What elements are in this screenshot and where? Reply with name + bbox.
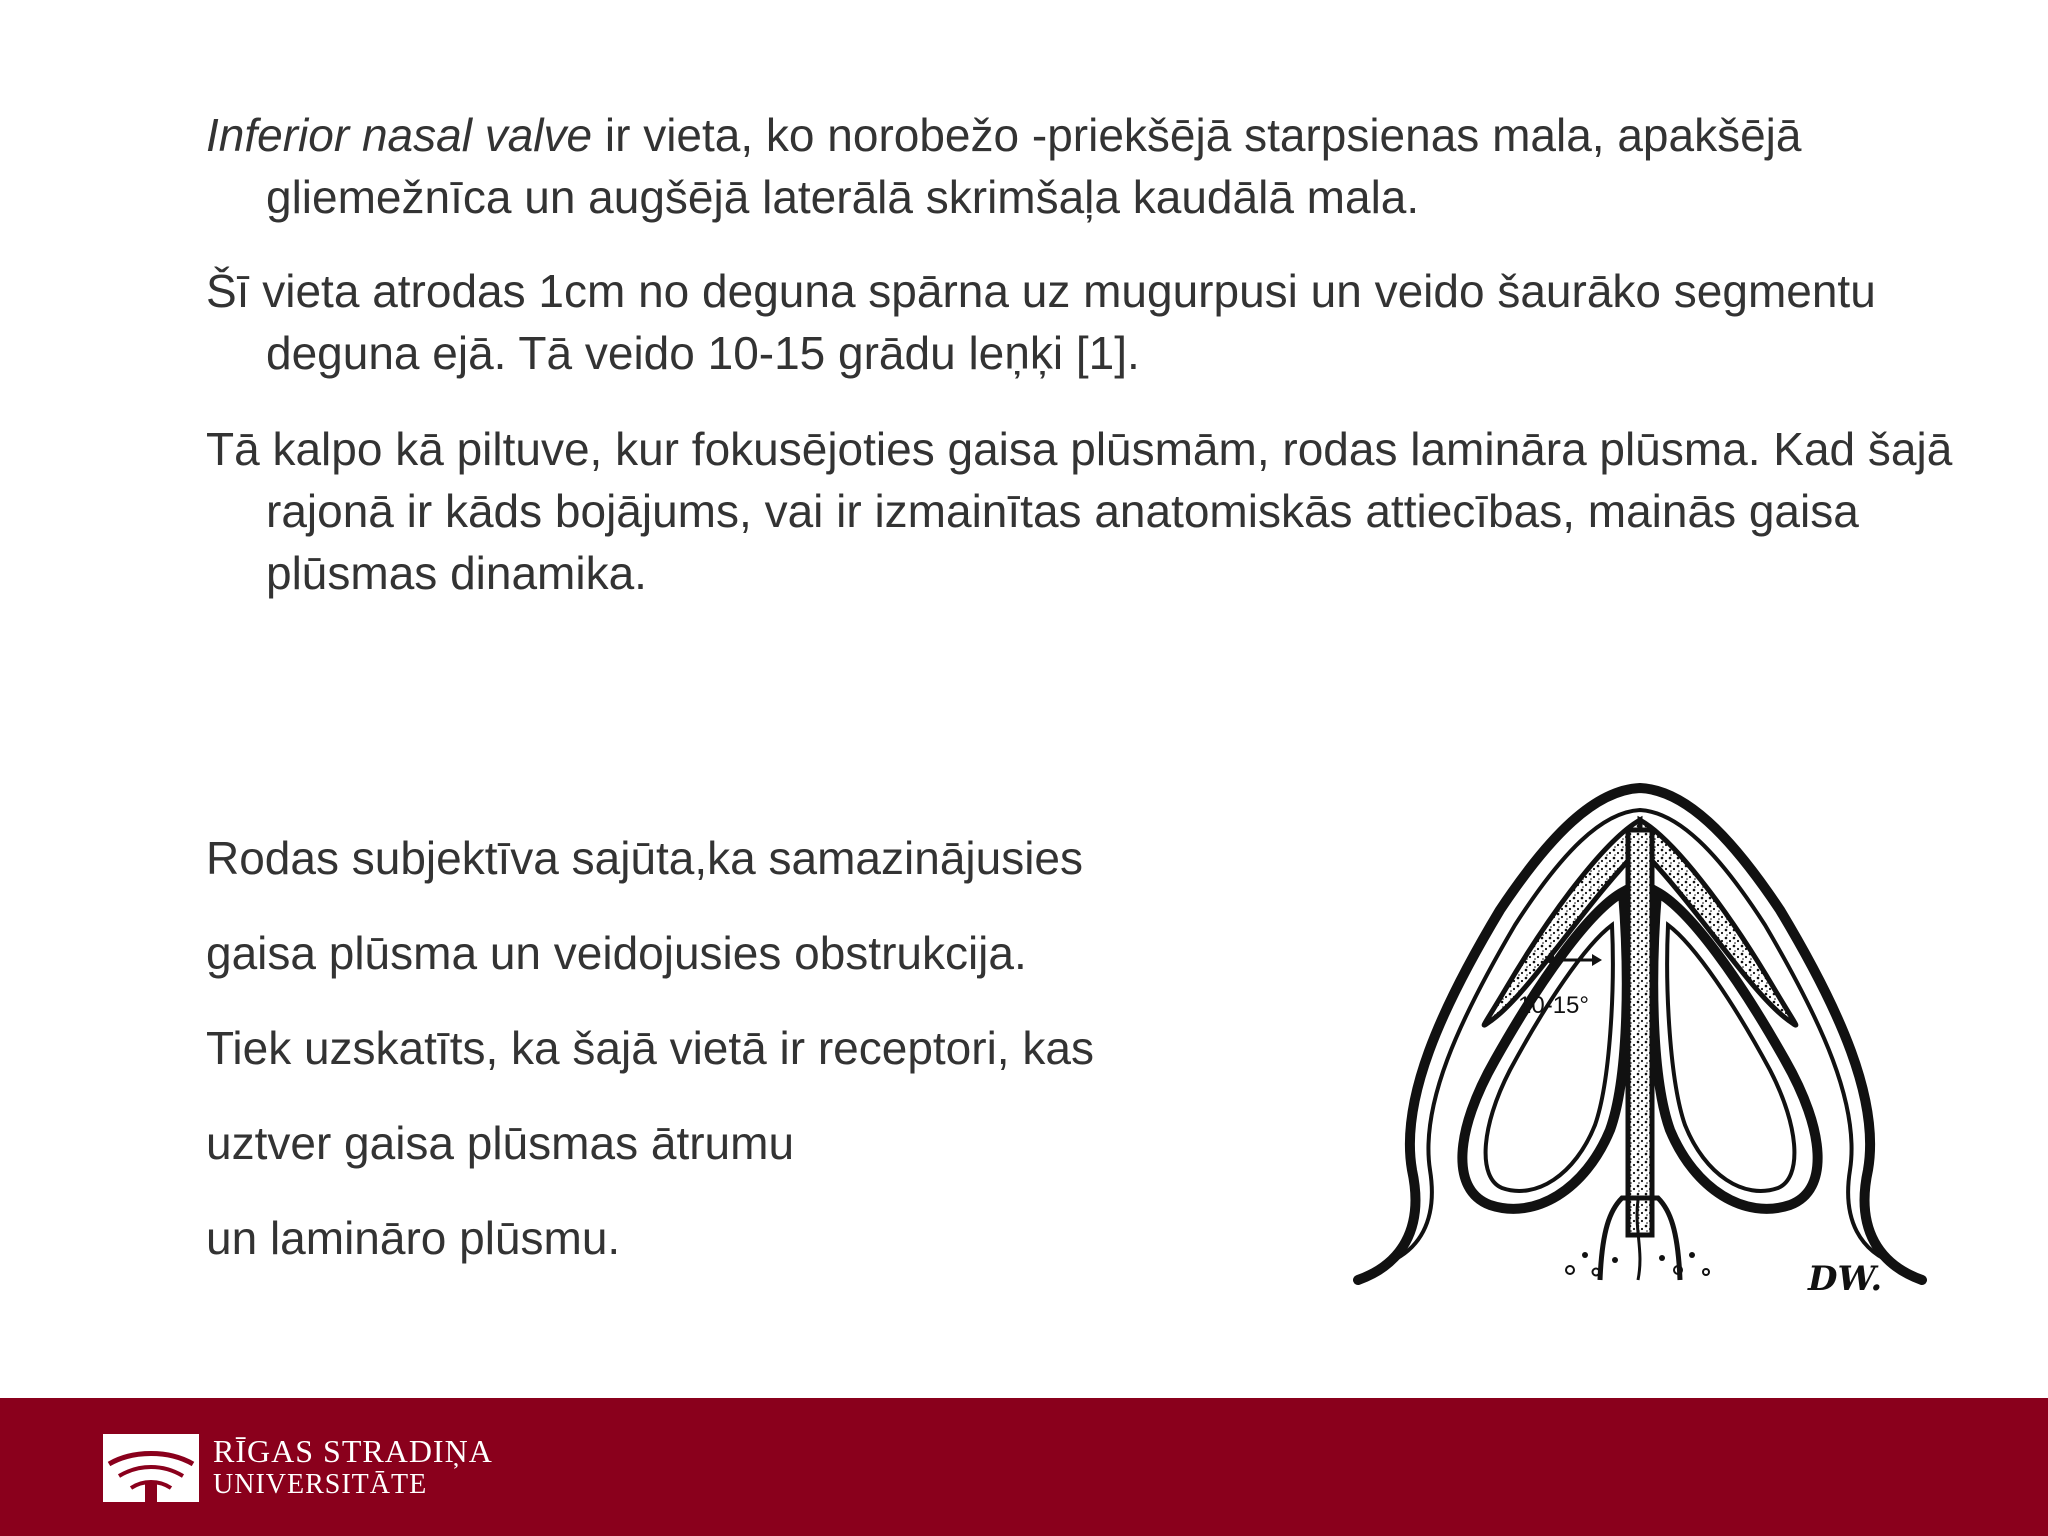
- paragraph-function: [206, 418, 1956, 604]
- logo-line-1: RĪGAS STRADIŅA: [213, 1433, 493, 1469]
- illustrator-signature: DW.: [1808, 1259, 1883, 1299]
- rsu-emblem-icon: [103, 1434, 199, 1502]
- logo-line-2: UNIVERSITĀTE: [213, 1469, 428, 1500]
- paragraph-3-text: Tā kalpo kā piltuve, kur fokusējoties gaisa plūsmām, rodas lamināra plūsma. Kad šajā rajonā ir kāds bojājums, vai ir izmainītas anatomiskās attiecības, mainās gaisa plūsmas dinamika.: [206, 423, 1953, 599]
- paragraph-2-text: Šī vieta atrodas 1cm no deguna spārna uz mugurpusi un veido šaurāko segmentu deguna ejā. Tā veido 10-15 grādu leņķi [1].: [206, 265, 1876, 379]
- paragraph-location: [206, 260, 1956, 384]
- angle-label: 10-15°: [1518, 992, 1589, 1019]
- side-text-line: gaisa plūsma un veidojusies obstrukcija.: [206, 927, 1027, 979]
- rsu-logo: [103, 1428, 493, 1508]
- footer-bar: [0, 1398, 2048, 1536]
- side-text-line: Tiek uzskatīts, ka šajā vietā ir receptori, kas: [206, 1022, 1094, 1074]
- side-text-line: un lamināro plūsmu.: [206, 1212, 621, 1264]
- septum: [1628, 830, 1652, 1235]
- logo-wordmark: [213, 1434, 493, 1502]
- nasal-valve-drawing: [1340, 760, 1940, 1320]
- paragraph-1-text: ir vieta, ko norobežo -priekšējā starpsienas mala, apakšējā gliemežnīca un augšējā laterālā skrimšaļa kaudālā mala.: [266, 109, 1802, 223]
- term-inferior-nasal-valve: Inferior nasal valve: [206, 109, 593, 161]
- side-text-line: uztver gaisa plūsmas ātrumu: [206, 1117, 795, 1169]
- nasal-valve-illustration: [1340, 760, 1940, 1320]
- paragraph-inferior-nasal-valve: [206, 104, 1956, 228]
- side-text-line: Rodas subjektīva sajūta,ka samazinājusies: [206, 832, 1084, 884]
